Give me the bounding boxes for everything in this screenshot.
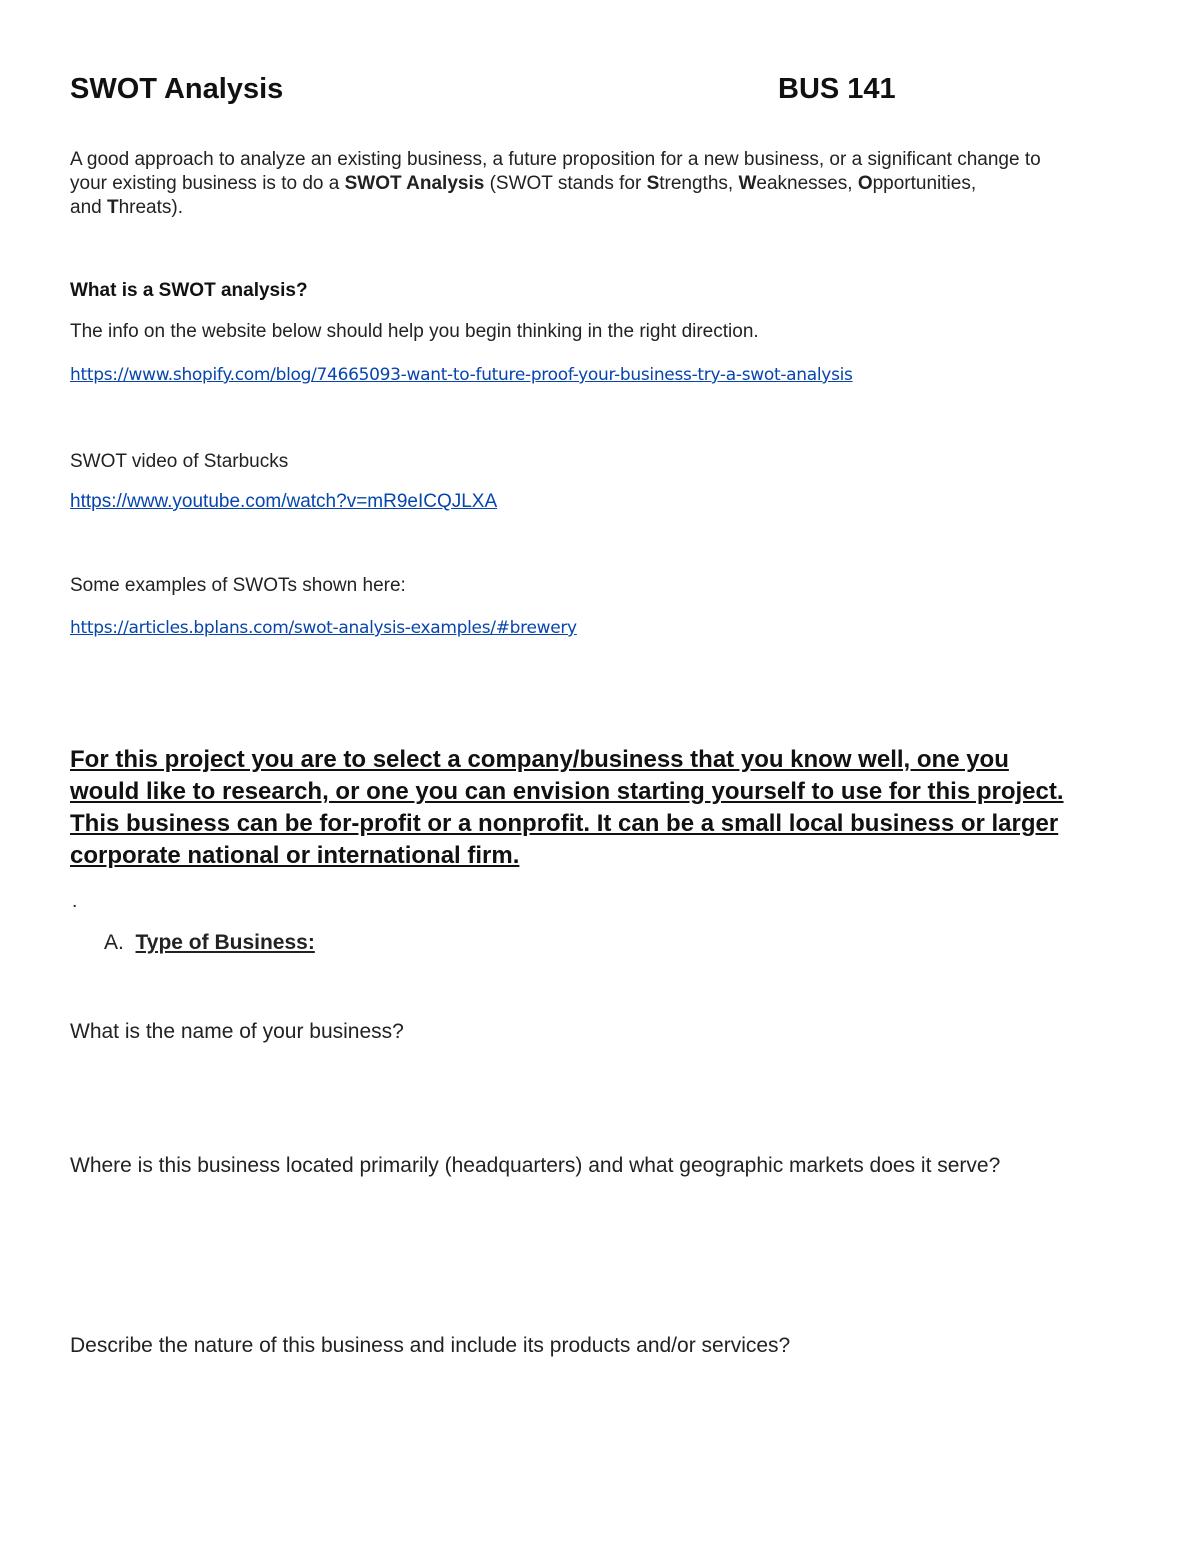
intro-text: your existing business is to do a bbox=[70, 173, 345, 194]
course-code: BUS 141 bbox=[778, 73, 896, 105]
question-nature: Describe the nature of this business and include its products and/or services? bbox=[70, 1334, 791, 1357]
what-is-heading: What is a SWOT analysis? bbox=[70, 280, 308, 301]
intro-line-1: A good approach to analyze an existing business, a future proposition for a new business, or a significant change to bbox=[70, 149, 1041, 170]
shopify-link[interactable]: https://www.shopify.com/blog/74665093-want-to-future-proof-your-business-try-a-swot-analysis bbox=[70, 365, 853, 385]
section-a-heading bbox=[104, 931, 315, 955]
intro-text: eaknesses, bbox=[756, 173, 858, 194]
intro-text: and bbox=[70, 197, 107, 218]
section-a-title: Type of Business: bbox=[135, 931, 315, 954]
project-line-3: This business can be for-profit or a nonprofit. It can be a small local business or larger bbox=[70, 810, 1059, 837]
bplans-link[interactable]: https://articles.bplans.com/swot-analysis-examples/#brewery bbox=[70, 618, 577, 638]
intro-text: trengths, bbox=[659, 173, 739, 194]
intro-text: hreats). bbox=[118, 197, 184, 218]
intro-text: (SWOT stands for bbox=[484, 173, 647, 194]
project-line-2: would like to research, or one you can envision starting yourself to use for this project. bbox=[70, 778, 1064, 805]
document-title: SWOT Analysis bbox=[70, 73, 284, 105]
what-is-text: The info on the website below should help you begin thinking in the right direction. bbox=[70, 321, 759, 342]
section-a-marker: A. bbox=[104, 931, 124, 954]
intro-swot-bold: SWOT Analysis bbox=[344, 173, 485, 194]
video-text: SWOT video of Starbucks bbox=[70, 451, 289, 472]
intro-text: pportunities, bbox=[872, 173, 977, 194]
letter-o: O bbox=[857, 173, 873, 194]
intro-line-2 bbox=[70, 172, 976, 196]
letter-w: W bbox=[738, 173, 757, 194]
letter-t: T bbox=[106, 197, 119, 218]
stray-dot: . bbox=[72, 891, 78, 912]
examples-text: Some examples of SWOTs shown here: bbox=[70, 575, 406, 596]
letter-s: S bbox=[646, 173, 660, 194]
intro-line-3 bbox=[70, 196, 183, 220]
project-line-4: corporate national or international firm. bbox=[70, 842, 520, 869]
youtube-link[interactable]: https://www.youtube.com/watch?v=mR9eICQJLXA bbox=[70, 491, 498, 512]
project-line-1: For this project you are to select a company/business that you know well, one you bbox=[70, 746, 1009, 773]
question-location: Where is this business located primarily (headquarters) and what geographic markets does it serve? bbox=[70, 1154, 1001, 1177]
question-business-name: What is the name of your business? bbox=[70, 1020, 404, 1043]
